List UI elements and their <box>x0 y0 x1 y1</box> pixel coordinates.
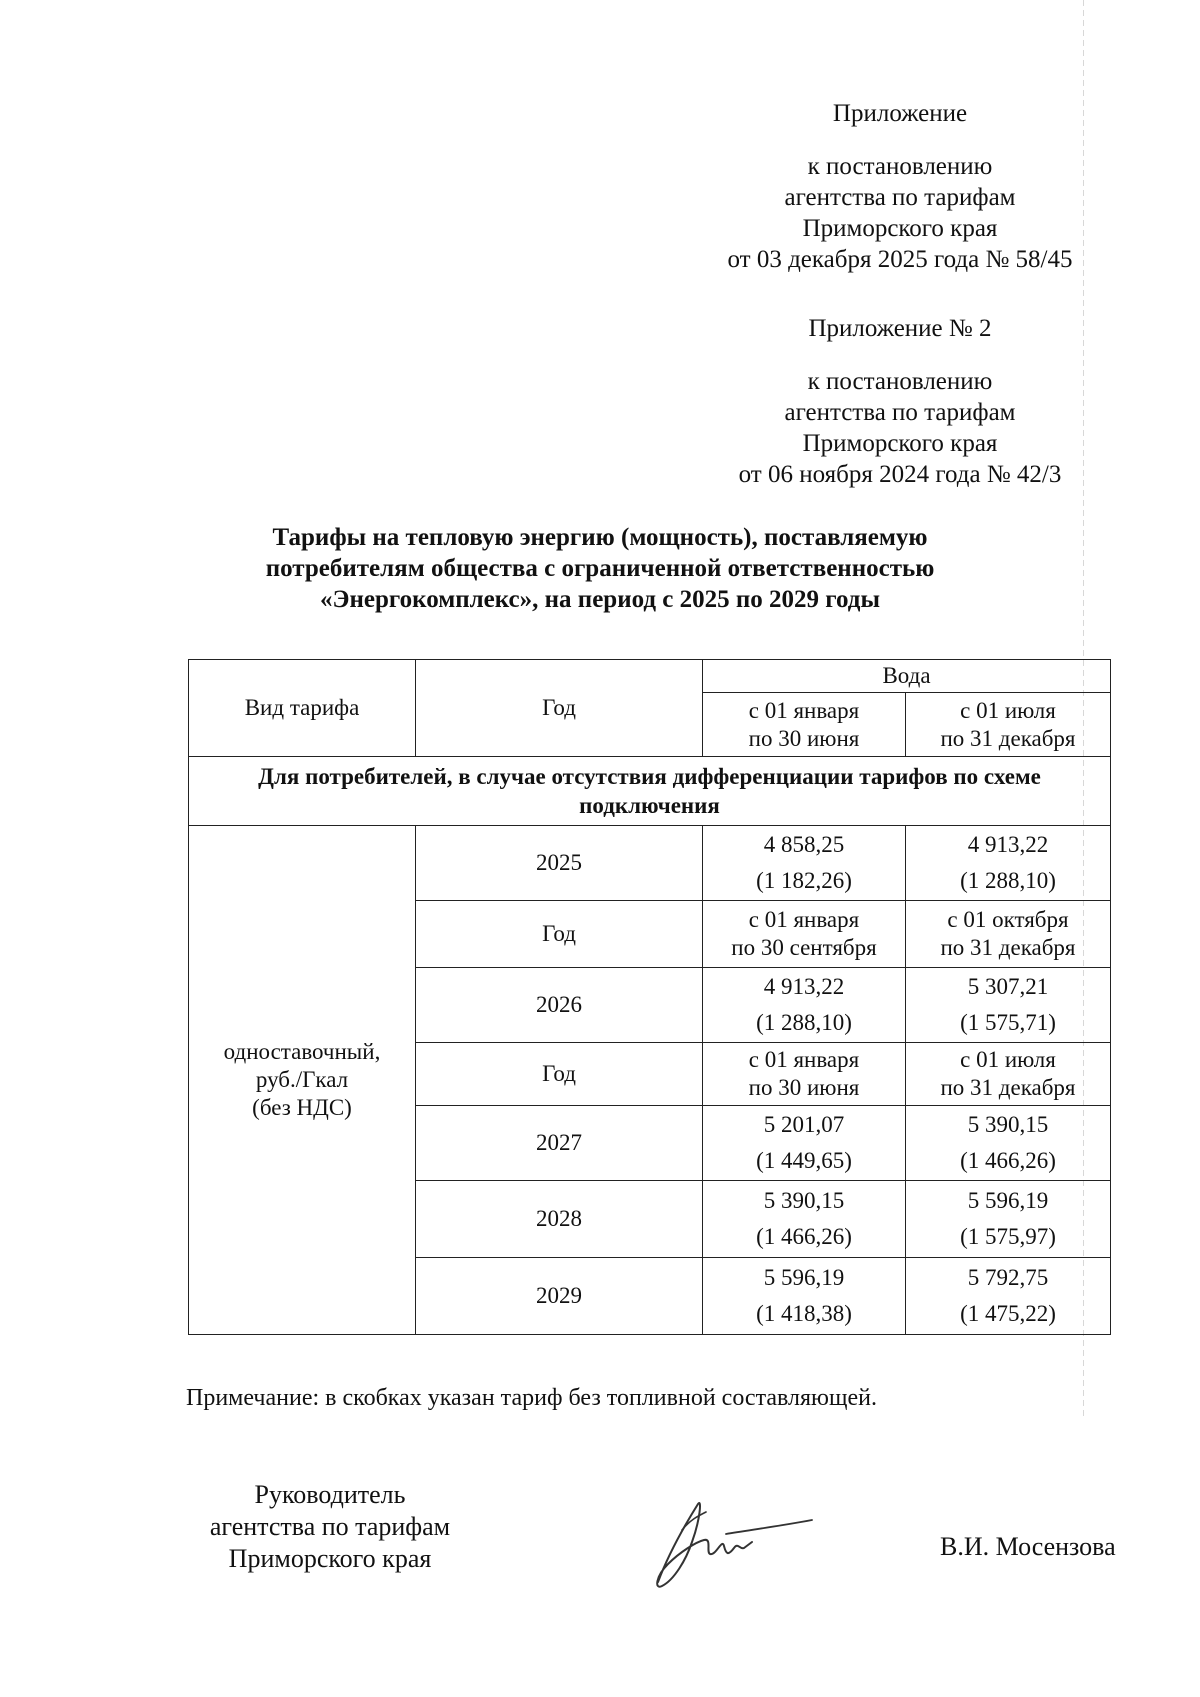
header-primary <box>700 98 1100 275</box>
period-cell: с 01 января по 30 июня <box>703 1043 906 1106</box>
value-cell: 5 390,15 (1 466,26) <box>906 1106 1111 1181</box>
signer-position: Руководитель агентства по тарифам Приморского края <box>209 1480 451 1573</box>
header-secondary <box>700 313 1100 490</box>
document-title <box>150 522 1050 615</box>
year-cell: 2029 <box>416 1258 703 1335</box>
title-line: потребителям общества с ограниченной ответственностью <box>265 555 935 582</box>
period-cell: с 01 июля по 31 декабря <box>906 1043 1111 1106</box>
value-cell: 5 596,19 (1 575,97) <box>906 1181 1111 1258</box>
header-primary-line: к постановлению <box>807 153 993 180</box>
year-cell: 2027 <box>416 1106 703 1181</box>
title-line: Тарифы на тепловую энергию (мощность), поставляемую <box>272 524 928 551</box>
header-secondary-label: Приложение № 2 <box>808 315 992 342</box>
signer-name: В.И. Мосензова <box>940 1532 1116 1561</box>
value-cell: 5 792,75 (1 475,22) <box>906 1258 1111 1335</box>
table-row <box>189 826 1111 901</box>
header-period-first-half: с 01 января по 30 июня <box>703 693 906 757</box>
value-cell: 5 596,19 (1 418,38) <box>703 1258 906 1335</box>
value-cell: 4 913,22 (1 288,10) <box>703 968 906 1043</box>
value-cell: 5 201,07 (1 449,65) <box>703 1106 906 1181</box>
header-secondary-line: к постановлению <box>807 368 993 395</box>
header-secondary-line: от 06 ноября 2024 года № 42/3 <box>738 461 1062 488</box>
year-cell: Год <box>416 901 703 968</box>
header-primary-line: от 03 декабря 2025 года № 58/45 <box>727 246 1073 273</box>
header-secondary-line: Приморского края <box>802 430 998 457</box>
period-cell: с 01 января по 30 сентября <box>703 901 906 968</box>
section-label: Для потребителей, в случае отсутствия дифференциации тарифов по схеме подключения <box>189 757 1111 826</box>
value-cell: 5 307,21 (1 575,71) <box>906 968 1111 1043</box>
value-cell: 5 390,15 (1 466,26) <box>703 1181 906 1258</box>
header-period-second-half: с 01 июля по 31 декабря <box>906 693 1111 757</box>
tariff-table <box>188 659 1111 1335</box>
year-cell: Год <box>416 1043 703 1106</box>
header-primary-line: агентства по тарифам <box>784 184 1016 211</box>
header-tariff-type: Вид тарифа <box>189 660 416 757</box>
header-year: Год <box>416 660 703 757</box>
value-cell: 4 913,22 (1 288,10) <box>906 826 1111 901</box>
table-note: Примечание: в скобках указан тариф без топливной составляющей. <box>186 1385 877 1411</box>
header-primary-line: Приморского края <box>802 215 998 242</box>
year-cell: 2025 <box>416 826 703 901</box>
period-cell: с 01 октября по 31 декабря <box>906 901 1111 968</box>
value-cell: 4 858,25 (1 182,26) <box>703 826 906 901</box>
year-cell: 2026 <box>416 968 703 1043</box>
title-line: «Энергокомплекс», на период с 2025 по 2029 годы <box>320 586 880 613</box>
header-water: Вода <box>703 660 1111 693</box>
header-secondary-line: агентства по тарифам <box>784 399 1016 426</box>
header-primary-label: Приложение <box>832 100 968 127</box>
tariff-type-cell: одноставочный, руб./Гкал (без НДС) <box>189 826 416 1335</box>
year-cell: 2028 <box>416 1181 703 1258</box>
signature-icon <box>640 1490 820 1600</box>
